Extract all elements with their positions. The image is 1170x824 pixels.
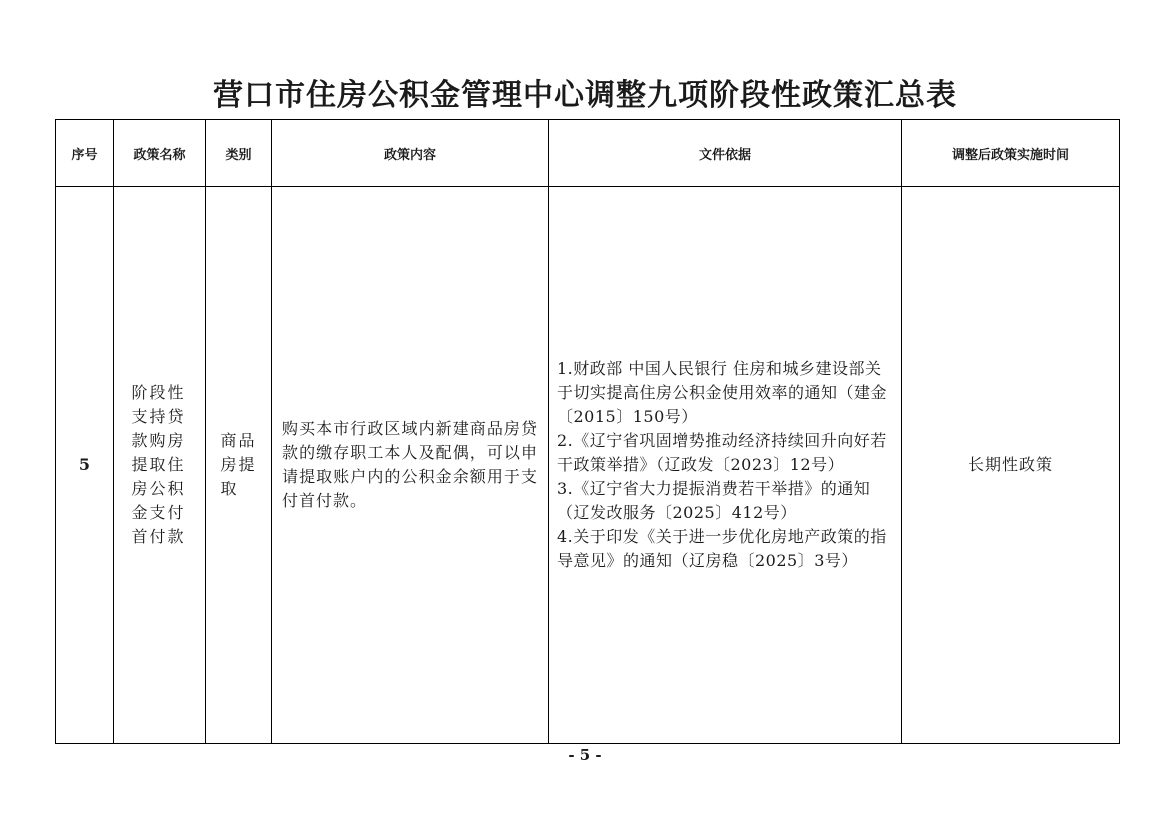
cell-policy-name [114,187,206,744]
header-seq: 序号 [56,120,114,187]
header-category: 类别 [206,120,272,187]
table-row [56,187,1120,744]
cell-seq: 5 [56,187,114,744]
policy-name-text: 阶段性支持贷款购房提取住房公积金支付首付款 [131,383,186,546]
header-document-basis: 文件依据 [549,120,902,187]
header-implementation-time: 调整后政策实施时间 [902,120,1120,187]
basis-item: 1.财政部 中国人民银行 住房和城乡建设部关于切实提高住房公积金使用效率的通知（建金〔2015〕150号） [557,359,888,426]
policy-summary-table [55,119,1120,744]
cell-document-basis [549,187,902,744]
table-header-row [56,120,1120,187]
cell-policy-content: 购买本市行政区域内新建商品房贷款的缴存职工本人及配偶，可以申请提取账户内的公积金余额用于支付首付款。 [272,187,549,744]
cell-implementation-time: 长期性政策 [902,187,1120,744]
category-text: 商品房提取 [220,431,257,498]
basis-item: 2.《辽宁省巩固增势推动经济持续回升向好若干政策举措》（辽政发〔2023〕12号） [557,431,887,474]
basis-item: 4.关于印发《关于进一步优化房地产政策的指导意见》的通知（辽房稳〔2025〕3号） [557,527,887,570]
basis-item: 3.《辽宁省大力提振消费若干举措》的通知（辽发改服务〔2025〕412号） [557,479,871,522]
header-policy-content: 政策内容 [272,120,549,187]
cell-category [206,187,272,744]
header-policy-name: 政策名称 [114,120,206,187]
page-title: 营口市住房公积金管理中心调整九项阶段性政策汇总表 [213,78,957,113]
page-number: - 5 - [568,746,602,764]
